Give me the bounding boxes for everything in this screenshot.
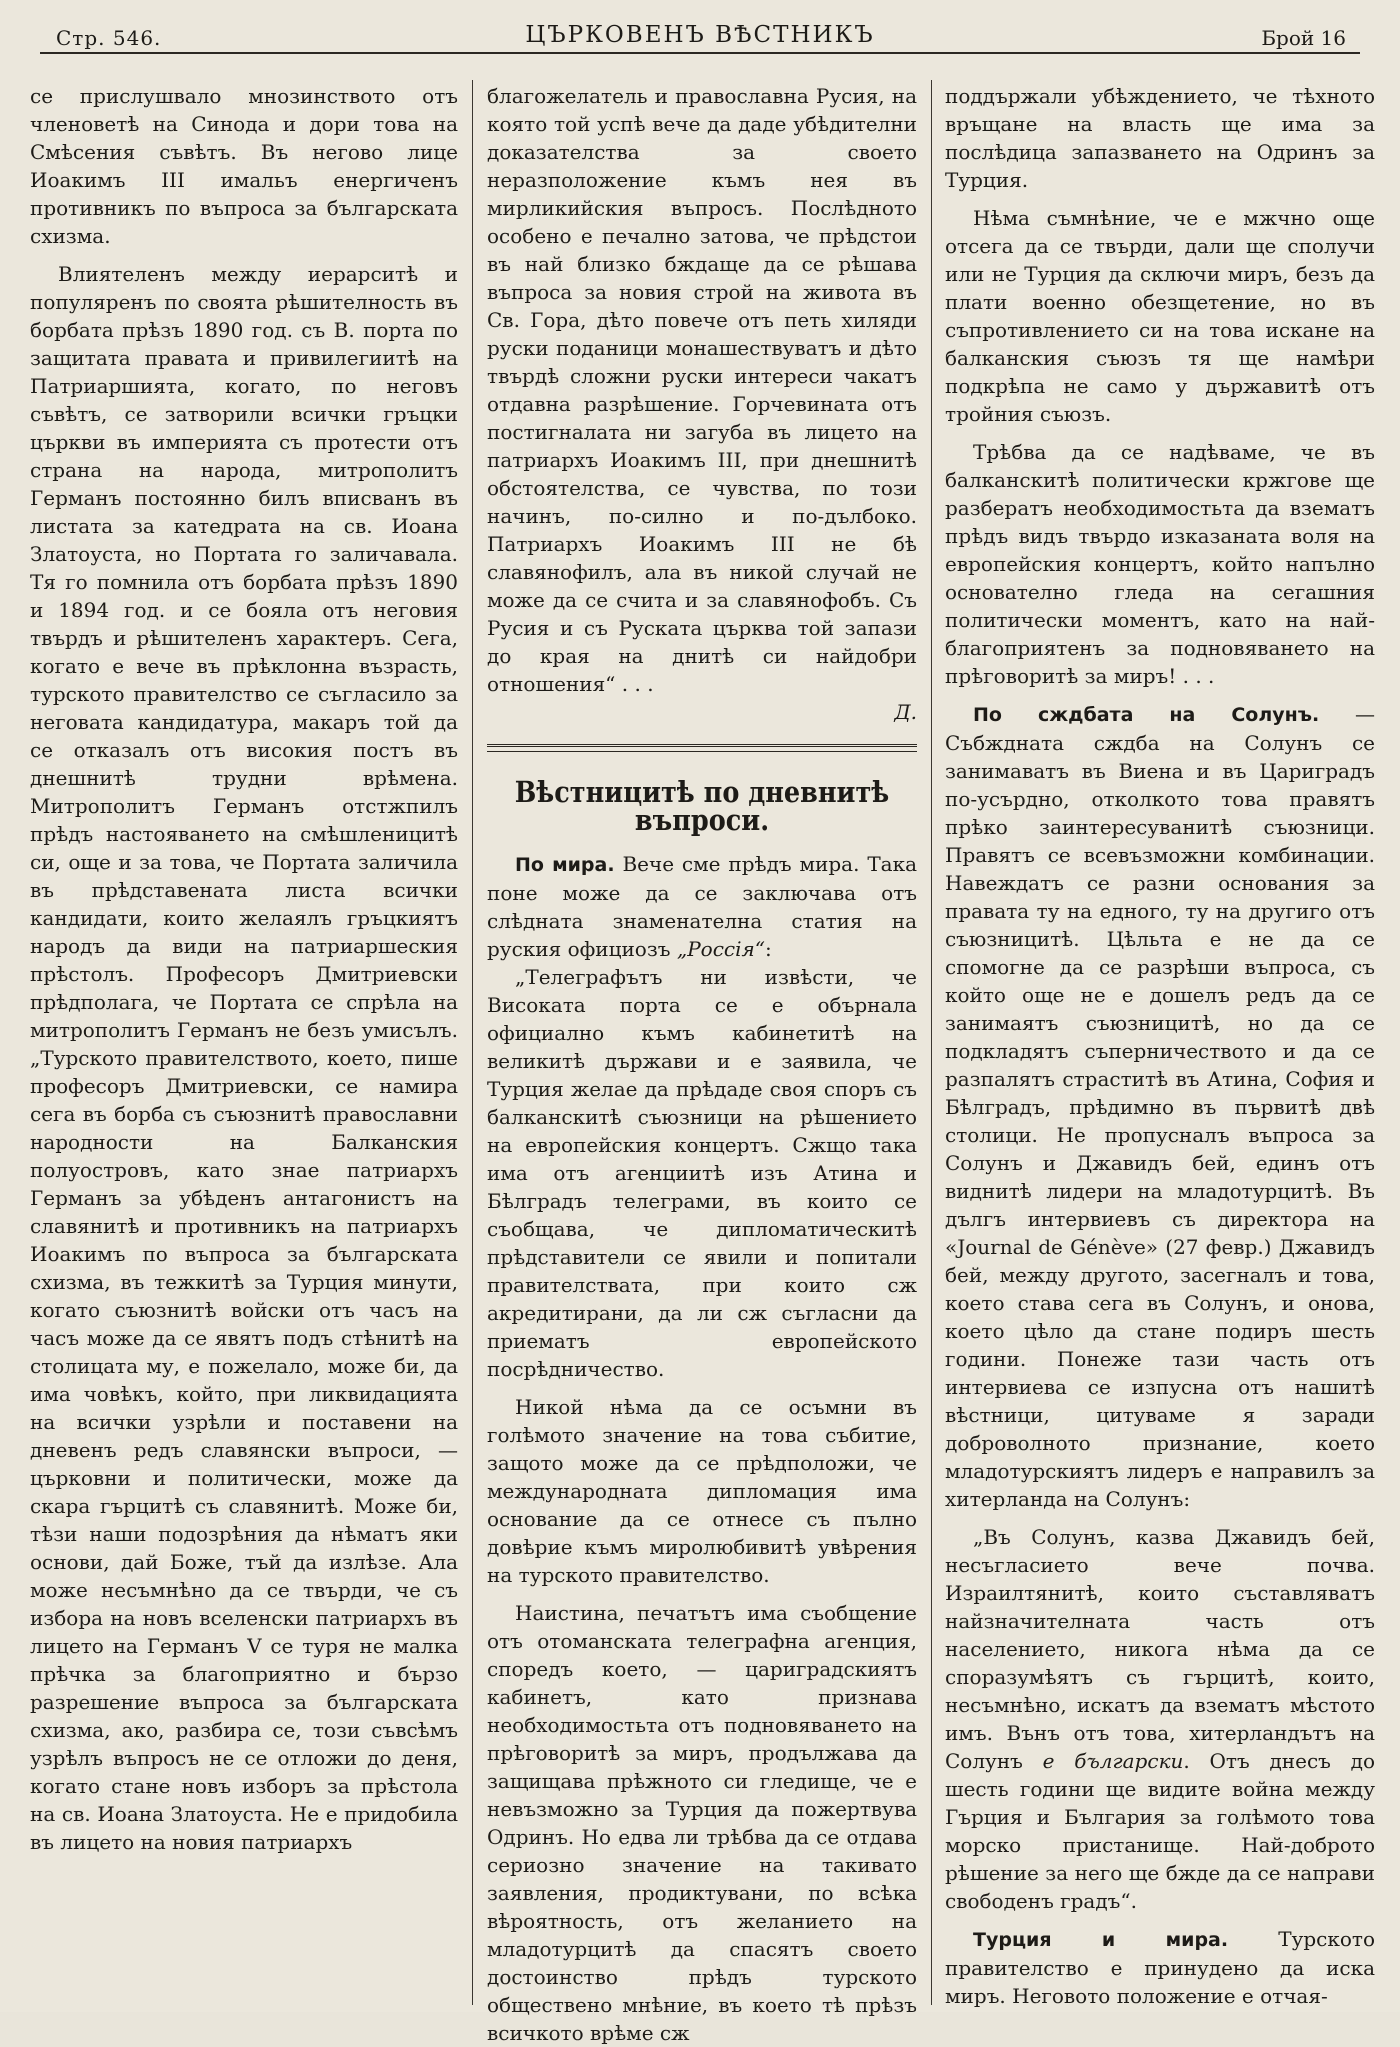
column-2 — [487, 82, 918, 2045]
paragraph: Никой нѣма да се осъмни въ голѣмото значение на това събитие, защото може да се прѣдположи, че международната дипломация има основание да се отнесе съ пълно довѣрие къмъ миролюбивитѣ увѣрения на турското правителство. — [487, 1395, 917, 1587]
paragraph: поддържали убѣждението, че тѣхното връщане на власть ще има за послѣдица запазването на Одринъ за Турция. — [945, 84, 1375, 192]
paragraph: Наистина, печатътъ има съобщение отъ отоманската телеграфна агенция, споредъ което, — цариградскиятъ кабинетъ, като признава необходимостьта отъ подновяването на прѣговоритѣ за миръ, продължава да защищава прѣжното си гледище, че е невъзможно за Турция да пожертвува Одринъ. Но едва ли трѣбва да се отдава сериозно значение на такивато заявления, продиктувани, по всѣка вѣроятность, отъ желанието на младотурцитѣ да спасятъ своето достоинство прѣдъ турското обществено мнѣние, въ което тѣ прѣзъ всичкото врѣме сж — [487, 1601, 917, 2045]
article-heading: По сждбата на Солунъ. — [973, 704, 1320, 726]
page-header — [0, 18, 1400, 62]
paragraph — [487, 850, 917, 963]
article-text: Турското правителство е принудено да иска миръ. Неговото положение е отчая- — [945, 1927, 1375, 2008]
article-heading: По мира. — [515, 854, 615, 876]
paragraph — [945, 700, 1375, 1513]
paragraph: Влиятеленъ между иерарситѣ и популяренъ по своята рѣшителность въ борбата прѣзъ 1890 год. съ В. порта по защитата правата и привилегиитѣ на Патриаршията, когато, по неговъ съвѣтъ, се затворили всички гръцки църкви въ империята съ протести отъ страна на народа, митрополитъ Германъ постоянно билъ вписванъ въ листата за катедрата на св. Иоана Златоуста, но Портата го заличавала. Тя го помнила отъ борбата прѣзъ 1890 и 1894 год. и се бояла отъ неговия твърдъ и рѣшителенъ характеръ. Сега, когато е вече въ прѣклонна възрасть, турското правителство се съгласило за неговата кандидатура, макаръ той да се отказалъ отъ високия постъ въ днешнитѣ трудни врѣмена. Митрополитъ Германъ отстжпилъ прѣдъ настояването на смѣшленицитѣ си, още и за това, че Портата заличила въ прѣдставената листа всички кандидати, които желаялъ гръцкиятъ народъ да види на патриаршеския прѣстолъ. Професоръ Дмитриевски прѣдполага, че Портата се спрѣла на митрополитъ Германъ не безъ умисълъ. „Турското правителството, което, пише професоръ Дмитриевски, се намира сега въ борба съ съюзнитѣ православни народности на Балканския полуостровъ, като знае патриархъ Германъ за убѣденъ антагонистъ на славянитѣ и противникъ на патриархъ Иоакимъ по въпроса за българската схизма, въ тежкитѣ за Турция минути, когато съюзнитѣ войски отъ часъ на часъ може да се явятъ подъ стѣнитѣ на столицата му, е пожелало, може би, да има човѣкъ, който, при ликвидацията на всички узрѣли и поставени на дневенъ редъ славянски въпроси, — църковни и политически, може да скара гърцитѣ съ славянитѣ. Може би, тѣзи наши подозрѣния да нѣматъ яки основи, дай Боже, тъй да излѣзе. Ала може несъмнѣно да се твърди, че съ избора на новъ вселенски патриархъ въ лицето на Германъ V се туря не малка прѣчка за благоприятно и бързо разрешение въпроса за българската схизма, ако, разбира се, този съвсѣмъ узрѣлъ въпросъ не се отложи до деня, когато стане новъ изборъ за прѣстола на св. Иоана Златоуста. Не е придобила въ лицето на новия патриархъ — [30, 262, 458, 1854]
article-text: : — [764, 937, 772, 961]
paragraph: Нѣма съмнѣние, че е мжчно още отсега да се твърди, дали ще сполучи или не Турция да сключи миръ, безъ да плати военно обезщетение, но въ съпротивлението си на това искане на балканския съюзъ тя ще намѣри подкрѣпа не само у държавитѣ отъ тройния съюзъ. — [945, 206, 1375, 426]
page-number: Стр. 546. — [56, 26, 162, 50]
newspaper-name: „Россія“ — [676, 937, 765, 961]
paragraph — [945, 1925, 1375, 2010]
article-text: Вече сме прѣдъ мира. Така поне може да се заключава отъ слѣдната знаменателна статия на руския официозъ — [487, 852, 918, 961]
author-signature: Д. — [894, 700, 917, 724]
issue-number: Брой 16 — [1261, 26, 1346, 50]
quotation-paragraph — [945, 1523, 1375, 1915]
column-divider — [931, 80, 932, 2005]
paragraph: се прислушвало мнозинството отъ членоветѣ на Синода и дори това на Смѣсения съвѣтъ. Въ негово лице Иоакимъ III имальъ енергиченъ противникъ по въпроса за българската схизма. — [30, 84, 458, 248]
paragraph: благожелатель и православна Русия, на която той успѣ вече да даде убѣдителни доказателства за своето неразположение къмъ нея въ мирликийския въпросъ. Послѣдното особено е печално затова, че прѣдстои въ най близко бждаще да се рѣшава въпроса за новия строй на живота въ Св. Гора, дѣто повече отъ петь хиляди руски поданици монашествуватъ и дѣто твърдѣ сложни руски интереси чакатъ отдавна разрѣшение. Горчевината отъ постигналата ни загуба въ лицето на патриархъ Иоакимъ III, при днешнитѣ обстоятелства, се чувства, по този начинъ, по-силно и по-дълбоко. Патриархъ Иоакимъ III не бѣ славянофилъ, ала въ никой случай не може да се счита и за славянофобъ. Съ Русия и съ Руската църква той запази до края на днитѣ си найдобри отношения“ . . . — [487, 84, 917, 696]
paragraph: Трѣбва да се надѣваме, че въ балканскитѣ политически кржгове ще разбератъ необходимостьта да взематъ прѣдъ видъ твърдо изказаната воля на европейския концертъ, който напълно основателно гледа на сегашния политически моментъ, като на най-благоприятенъ за подновяването на прѣговоритѣ за миръ! . . . — [945, 440, 1375, 688]
section-title: Вѣстницитѣ по дневнитѣ въпроси. — [514, 775, 890, 837]
article-text: . Отъ днесъ до шесть години ще видите война между Гърция и България за голѣмото това морско пристанище. Най-доброто рѣшение за него ще бжде да се направи свободенъ градъ“. — [945, 1749, 1375, 1913]
newspaper-title: ЦЪРКОВЕНЪ ВѢСТНИКЪ — [525, 22, 875, 48]
header-rule — [40, 52, 1360, 54]
emphasis-text: е български — [1042, 1749, 1184, 1773]
section-rule — [487, 744, 917, 752]
article-text: „Въ Солунъ, казва Джавидъ бей, несъгласието вече почва. Израилтянитѣ, които съставляватъ найзначителната часть отъ населението, никога нѣма да се споразумѣятъ съ гърцитѣ, които, несъмнѣно, искатъ да взематъ мѣстото имъ. Вънъ отъ това, хитерландътъ на Солунъ — [945, 1525, 1375, 1773]
column-divider — [472, 80, 473, 2005]
article-text: — Събждната сждба на Солунъ се занимаватъ въ Виена и въ Цариградъ по-усърдно, отколкото това правятъ прѣко заинтересуванитѣ съюзници. Правятъ се всевъзможни комбинации. Навеждатъ се разни основания за правата ту на едного, ту на другиго отъ съюзницитѣ. Цѣльта е не да се спомогне да се разрѣши въпроса, съ който още не е дошелъ редъ да се занимаятъ съюзницитѣ, но да се подкладятъ съперничеството и да се разпалятъ страститѣ въ Атина, София и Бѣлградъ, прѣдимно въ първитѣ двѣ столици. Не пропусналъ въпроса за Солунъ и Джавидъ бей, единъ отъ виднитѣ лидери на младотурцитѣ. Въ дългъ интервиевъ съ директора на «Journal de Génève» (27 февр.) Джавидъ бей, между другото, засегналъ и това, което става сега въ Солунъ, и онова, което цѣло да стане подиръ шесть години. Понеже тази часть отъ интервиева се изпусна отъ нашитѣ вѣстници, цитуваме я заради доброволното признание, което младотурскиятъ лидеръ е направилъ за хитерланда на Солунъ: — [945, 702, 1376, 1511]
quotation-paragraph: „Телеграфътъ ни извѣсти, че Високата порта се е обърнала официално къмъ кабинетитѣ на великитѣ държави и е заявила, че Турция желае да прѣдаде своя споръ съ балканскитѣ съюзници на рѣшението на европейския концертъ. Сжщо така има отъ агенциитѣ изъ Атина и Бѣлградъ телеграми, въ които се съобщава, че дипломатическитѣ прѣдставители се явили и попитали правителствата, при които сж акредитирани, да ли сж съгласни да приематъ европейското посрѣдничество. — [487, 965, 917, 1381]
article-heading: Турция и мира. — [973, 1929, 1229, 1951]
column-1 — [30, 82, 458, 2002]
column-3 — [945, 82, 1376, 2008]
